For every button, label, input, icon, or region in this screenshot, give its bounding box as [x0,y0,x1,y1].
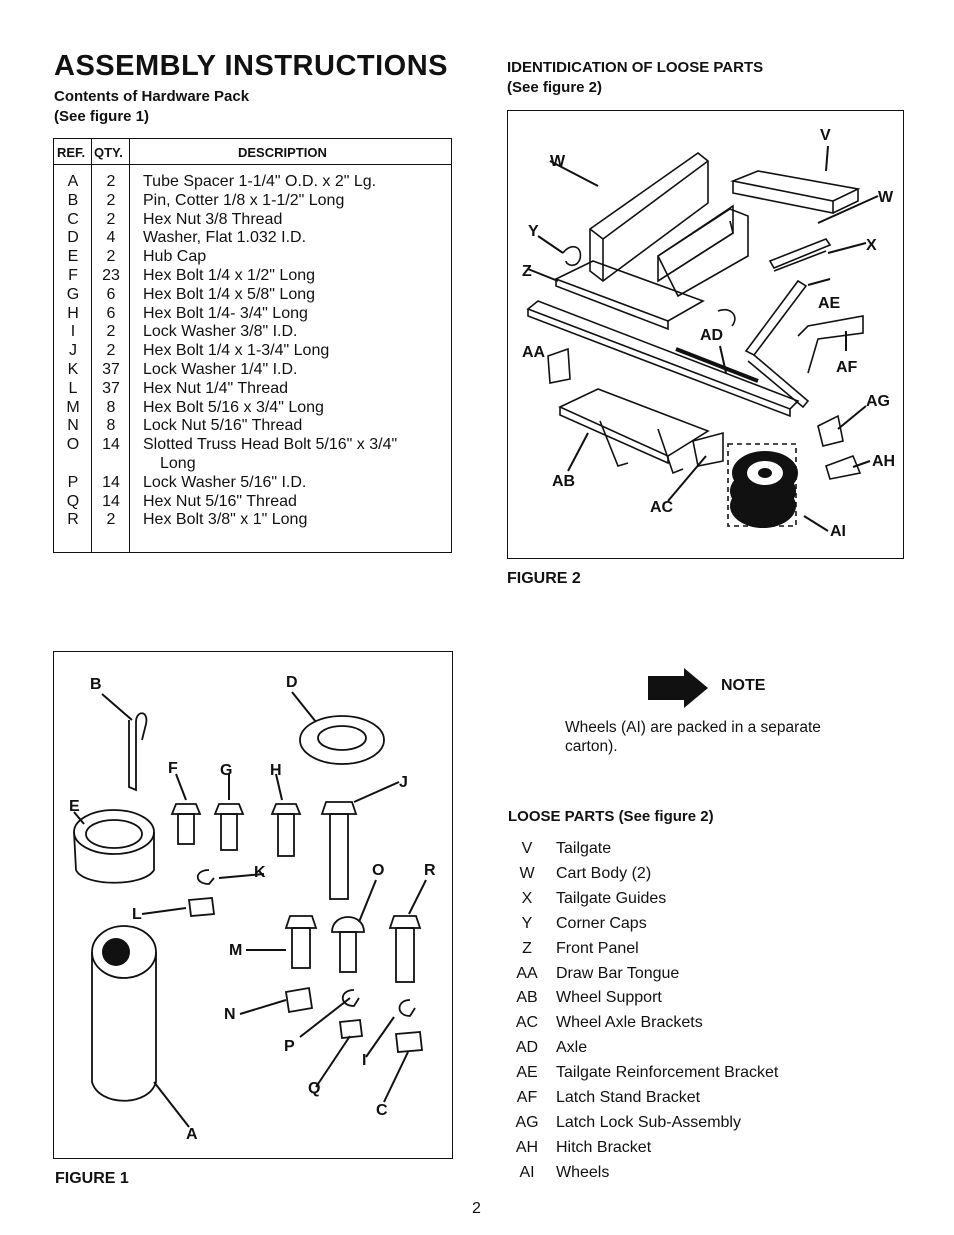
label-AI: AI [830,523,846,540]
arrow-right-icon [648,668,710,708]
label-D: D [286,674,298,691]
row-ref: O [66,436,80,454]
table-row [54,173,451,192]
part-name: Axle [556,1039,588,1057]
figure-2 [507,110,904,559]
label-C: C [376,1102,388,1119]
part-name: Draw Bar Tongue [556,964,680,982]
page-title: ASSEMBLY INSTRUCTIONS [54,50,448,82]
row-ref: H [67,304,79,322]
part-code: W [519,864,535,882]
label-R: R [424,862,436,879]
part-code: AA [516,964,538,982]
row-ref: F [68,266,78,284]
label-AA: AA [522,344,546,361]
row-qty: 2 [106,191,116,209]
row-description: Hex Bolt 1/4- 3/4" Long [143,304,308,322]
row-ref: P [67,473,79,491]
row-ref: B [67,191,79,209]
part-name: Hitch Bracket [556,1138,652,1156]
label-Y: Y [528,223,539,240]
row-qty: 2 [106,210,116,228]
label-O: O [372,862,385,879]
table-header [54,139,451,165]
table-body [54,173,451,530]
note-label: NOTE [721,677,766,694]
hardware-see-figure: (See figure 1) [54,108,150,125]
table-row [54,361,451,380]
row-description: Washer, Flat 1.032 I.D. [143,229,307,247]
row-description: Hex Nut 5/16" Thread [143,492,297,510]
part-code: V [521,840,533,857]
table-row [54,248,451,267]
table-row [54,380,451,399]
label-X: X [866,237,877,254]
label-J: J [399,774,408,791]
table-row [54,305,451,324]
figure-1-caption: FIGURE 1 [55,1170,129,1187]
table-row [54,511,451,530]
row-description: Hex Bolt 1/4 x 5/8" Long [143,285,316,303]
part-name: Front Panel [556,939,639,957]
row-qty: 37 [102,360,120,378]
part-name: Latch Lock Sub-Assembly [556,1113,741,1131]
row-ref: C [67,210,79,228]
header-ref: REF. [57,145,86,160]
part-name: Corner Caps [556,914,647,932]
table-row [54,286,451,305]
table-row [54,323,451,342]
identification-see-figure: (See figure 2) [507,79,603,96]
label-P: P [284,1038,295,1055]
row-description: Lock Washer 5/16" I.D. [143,473,307,491]
label-L: L [132,906,142,923]
label-A: A [186,1126,198,1143]
label-AG: AG [866,393,890,410]
note-text: Wheels (AI) are packed in a separate carton). [565,719,821,755]
row-ref: L [68,379,78,397]
table-row [54,192,451,211]
row-qty: 23 [102,266,120,284]
part-code: AD [515,1039,539,1057]
row-description: Lock Washer 3/8" I.D. [143,323,298,341]
hardware-table [53,138,452,553]
row-description-cont: Long [160,454,196,472]
label-AE: AE [818,295,841,312]
row-description: Hex Bolt 1/4 x 1/2" Long [143,266,316,284]
label-G: G [220,762,233,779]
part-code: AI [519,1163,535,1181]
label-B: B [90,676,102,693]
row-description: Hex Bolt 1/4 x 1-3/4" Long [143,342,330,360]
table-row [54,211,451,230]
row-description: Hex Nut 3/8 Thread [143,210,283,228]
row-qty: 4 [106,229,116,247]
label-K: K [254,864,266,881]
part-code: AE [516,1064,538,1082]
part-name: Wheel Support [556,989,662,1007]
row-qty: 2 [106,173,116,190]
row-ref: R [67,511,79,529]
part-name: Tailgate Reinforcement Bracket [556,1064,779,1082]
row-description: Lock Nut 5/16" Thread [143,417,303,435]
part-code: AH [515,1138,539,1156]
row-ref: N [67,417,79,435]
part-name: Cart Body (2) [556,864,652,882]
figure-1 [53,651,453,1159]
row-qty: 14 [102,492,120,510]
row-description: Hex Bolt 5/16 x 3/4" Long [143,398,324,416]
label-AB: AB [552,473,576,490]
part-code: Z [522,939,532,957]
part-code: Y [521,914,533,932]
table-row [54,417,451,436]
label-E: E [69,798,80,815]
part-code: AC [515,1014,539,1032]
label-H: H [270,762,282,779]
row-qty: 37 [102,379,120,397]
label-N: N [224,1006,236,1023]
label-AF: AF [836,359,858,376]
label-V: V [820,127,831,144]
table-row [54,229,451,248]
row-ref: Q [66,492,80,510]
row-description: Hub Cap [143,248,207,266]
row-qty: 14 [102,436,120,454]
row-description: Hex Nut 1/4" Thread [143,379,289,397]
label-AD: AD [700,327,724,344]
row-qty: 2 [106,342,116,360]
row-ref: K [67,360,79,378]
row-ref: A [67,173,79,190]
wheels-drawing [730,451,798,528]
part-name: Wheels [556,1163,610,1181]
row-description: Hex Bolt 3/8" x 1" Long [143,511,308,529]
table-row [54,267,451,286]
part-code: AF [516,1089,538,1106]
label-F: F [168,760,178,777]
row-ref: I [70,323,76,341]
table-row [54,436,451,474]
table-row [54,399,451,418]
label-M: M [229,942,243,959]
row-qty: 2 [106,248,116,266]
row-ref: D [67,229,79,247]
row-ref: E [67,248,79,266]
label-I: I [362,1052,367,1069]
label-Z: Z [522,263,532,280]
row-ref: J [69,342,77,360]
label-W-right: W [878,189,894,206]
loose-parts-heading: LOOSE PARTS (See figure 2) [508,808,714,825]
table-row [54,342,451,361]
hardware-heading: Contents of Hardware Pack [54,88,250,105]
part-name: Wheel Axle Brackets [556,1014,703,1032]
part-name: Latch Stand Bracket [556,1089,701,1106]
row-qty: 2 [106,511,116,529]
row-description: Tube Spacer 1-1/4" O.D. x 2" Lg. [143,173,377,190]
row-qty: 2 [106,323,116,341]
part-code: AG [515,1113,539,1131]
row-description: Lock Washer 1/4" I.D. [143,360,298,378]
figure-1-illustration [54,652,452,1158]
row-qty: 8 [106,398,116,416]
row-qty: 8 [106,417,116,435]
label-AC: AC [650,499,674,516]
row-ref: G [66,285,80,303]
part-name: Tailgate Guides [556,889,667,907]
row-qty: 6 [106,285,116,303]
row-ref: M [66,398,80,416]
page-number: 2 [472,1200,481,1217]
label-Q: Q [308,1080,321,1097]
figure-2-caption: FIGURE 2 [507,570,581,587]
row-qty: 14 [102,473,120,491]
table-row [54,493,451,512]
identification-heading: IDENTIDICATION OF LOOSE PARTS [507,59,764,76]
row-description: Pin, Cotter 1/8 x 1-1/2" Long [143,191,345,209]
header-qty: QTY. [94,145,123,160]
part-code: AB [516,989,538,1007]
part-code: X [521,889,533,907]
label-AH: AH [872,453,896,470]
row-description: Slotted Truss Head Bolt 5/16" x 3/4" [143,436,398,454]
row-qty: 6 [106,304,116,322]
header-description: DESCRIPTION [238,145,327,160]
table-row [54,474,451,493]
part-name: Tailgate [556,840,612,857]
label-W-left: W [550,153,566,170]
